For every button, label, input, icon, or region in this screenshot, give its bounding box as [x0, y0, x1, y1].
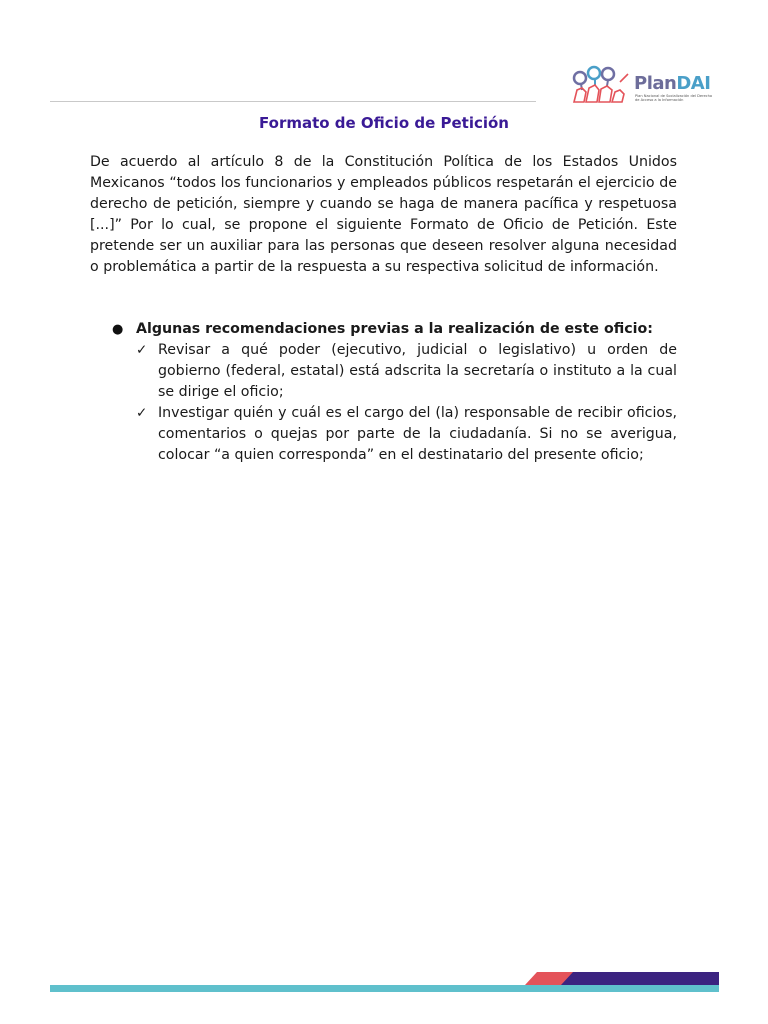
list-item-text: Investigar quién y cuál es el cargo del (la) responsable de recibir oficios, comentarios o quejas por parte de la ciudadanía. Si no se averigua, colocar “a quien corresponda” en el destinatario del presente oficio; [158, 405, 677, 463]
list-item [136, 403, 677, 466]
bullet-icon: ● [112, 322, 124, 337]
raised-hands-magnifier-icon [568, 64, 632, 108]
footer-teal-stripe [50, 985, 719, 992]
logo-subtitle: Plan Nacional de Socialización del Derecho de Acceso a la Información [635, 94, 713, 103]
list-item-text: Revisar a qué poder (ejecutivo, judicial o legislativo) u orden de gobierno (federal, estatal) está adscrita la secretaría o instituto a la cual se dirige el oficio; [158, 342, 677, 400]
footer-navy-stripe [561, 972, 719, 985]
logo-wordmark: PlanDAI [634, 73, 711, 94]
recommendations-heading: Algunas recomendaciones previas a la realización de este oficio: [136, 321, 653, 337]
recommendations-list [136, 340, 677, 466]
footer-color-bar [50, 972, 719, 992]
list-item [136, 340, 677, 403]
plandai-logo [568, 64, 718, 108]
recommendations-bullet [112, 319, 677, 340]
page-title: Formato de Oficio de Petición [259, 114, 509, 132]
intro-paragraph: De acuerdo al artículo 8 de la Constitución Política de los Estados Unidos Mexicanos “todos los funcionarios y empleados públicos respetarán el ejercicio de derecho de petición, siempre y cuando se haga de manera pacífica y respetuosa [...]” Por lo cual, se propone el siguiente Formato de Oficio de Petición. Este pretende ser un auxiliar para las personas que deseen resolver alguna necesidad o problemática a partir de la respuesta a su respectiva solicitud de información. [90, 154, 677, 275]
checkmark-icon: ✓ [136, 405, 148, 421]
checkmark-icon: ✓ [136, 342, 148, 358]
header-divider [50, 101, 536, 102]
recommendations-section [112, 319, 677, 466]
